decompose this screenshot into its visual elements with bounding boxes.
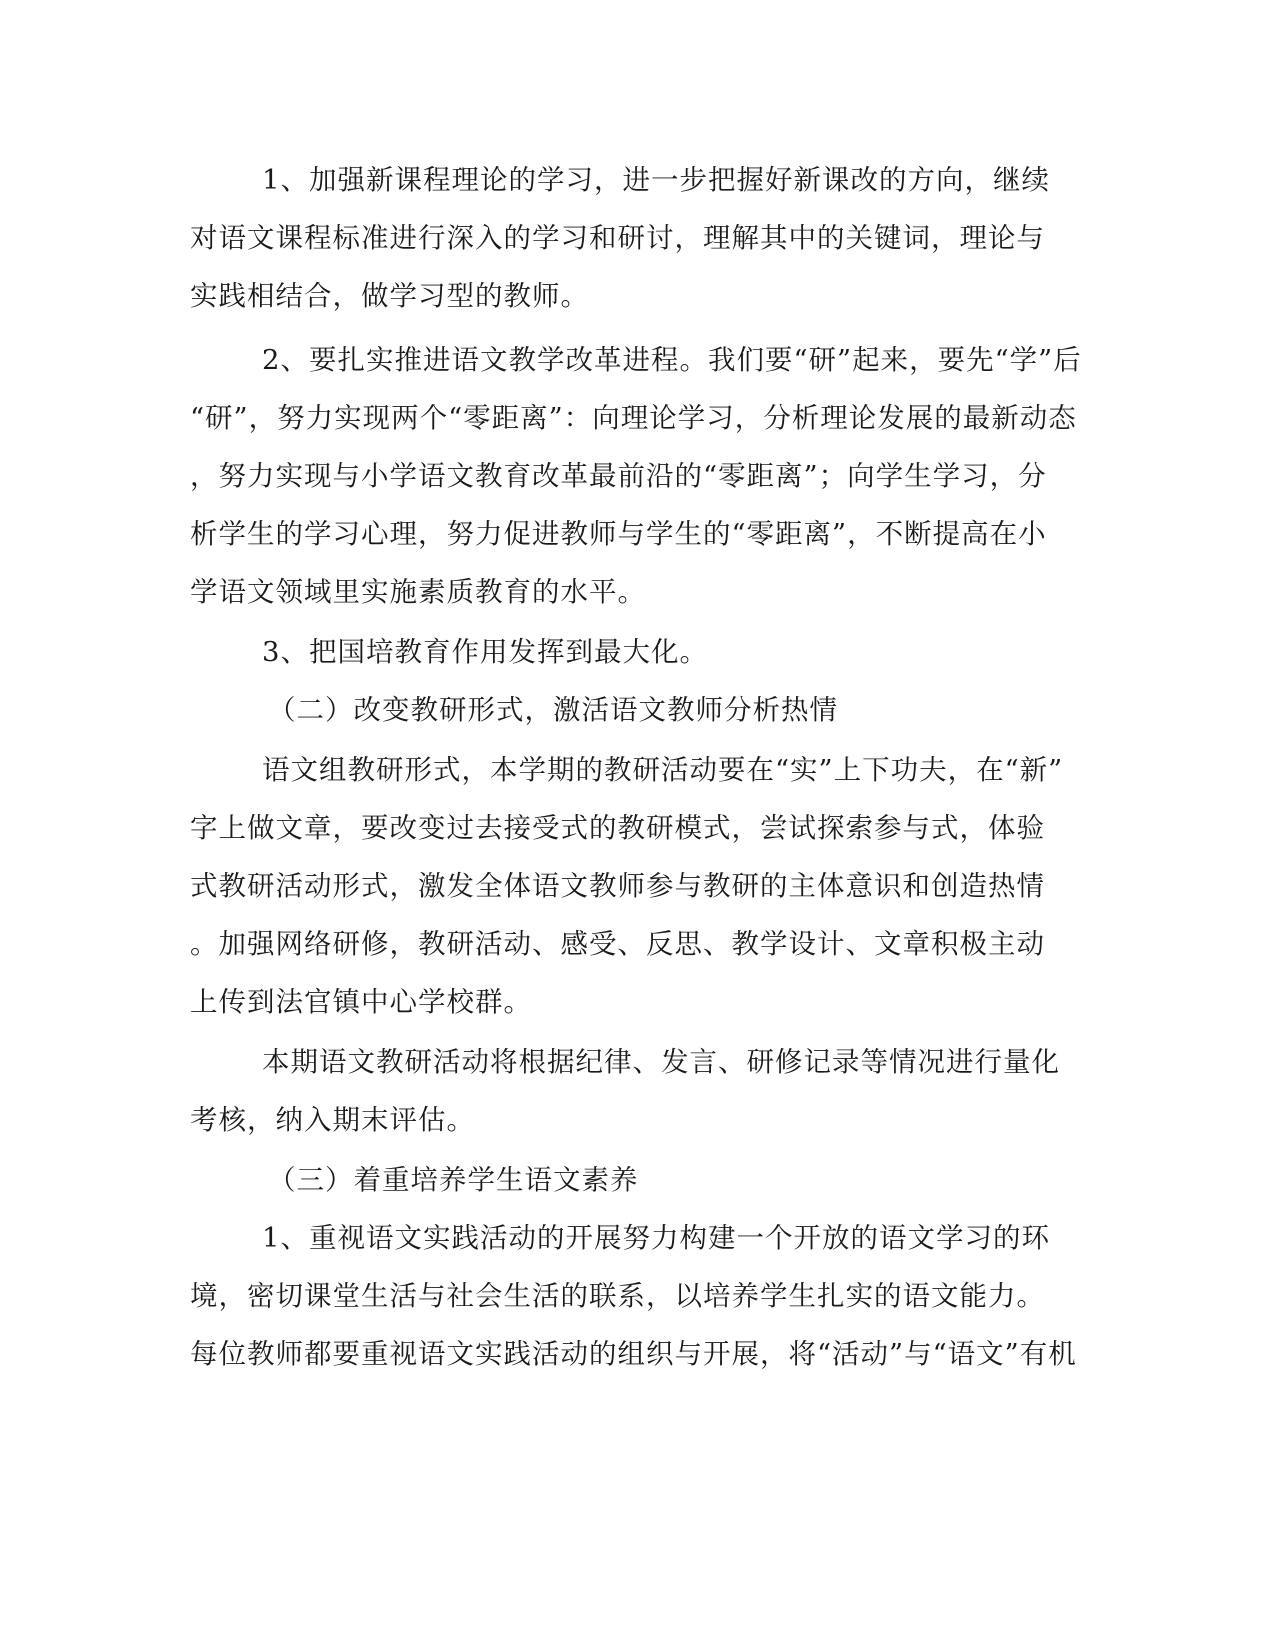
text-line: “研”，努力实现两个“零距离”：向理论学习，分析理论发展的最新动态 [190,402,1077,434]
text-line: ，努力实现与小学语文教育改革最前沿的“零距离”；向学生学习，分 [190,460,1047,492]
text-line: 1、加强新课程理论的学习，进一步把握好新课改的方向，继续 [262,164,1050,196]
text-line: 字上做文章，要改变过去接受式的教研模式，尝试探索参与式，体验 [190,812,1045,844]
text-line: 。加强网络研修，教研活动、感受、反思、教学设计、文章积极主动 [190,928,1045,960]
text-line: 每位教师都要重视语文实践活动的组织与开展，将“活动”与“语文”有机 [190,1338,1077,1370]
text-line: 学语文领域里实施素质教育的水平。 [190,576,646,608]
text-line: 实践相结合，做学习型的教师。 [190,280,589,312]
text-line: 2、要扎实推进语文教学改革进程。我们要“研”起来，要先“学”后 [262,344,1082,376]
text-line: 本期语文教研活动将根据纪律、发言、研修记录等情况进行量化 [262,1046,1060,1078]
text-line: 对语文课程标准进行深入的学习和研讨，理解其中的关键词，理论与 [190,222,1045,254]
section-heading: （三）着重培养学生语文素养 [268,1164,639,1196]
text-line: 语文组教研形式，本学期的教研活动要在“实”上下功夫，在“新” [262,754,1064,786]
text-line: 考核，纳入期末评估。 [190,1104,475,1136]
text-line: 3、把国培教育作用发挥到最大化。 [262,636,708,668]
text-line: 1、重视语文实践活动的开展努力构建一个开放的语文学习的环 [262,1222,1050,1254]
text-line: 境，密切课堂生活与社会生活的联系，以培养学生扎实的语文能力。 [190,1280,1045,1312]
text-line: 式教研活动形式，激发全体语文教师参与教研的主体意识和创造热情 [190,870,1045,902]
text-line: 析学生的学习心理，努力促进教师与学生的“零距离”，不断提高在小 [190,518,1047,550]
section-heading: （二）改变教研形式，激活语文教师分析热情 [268,694,838,726]
text-line: 上传到法官镇中心学校群。 [190,986,532,1018]
